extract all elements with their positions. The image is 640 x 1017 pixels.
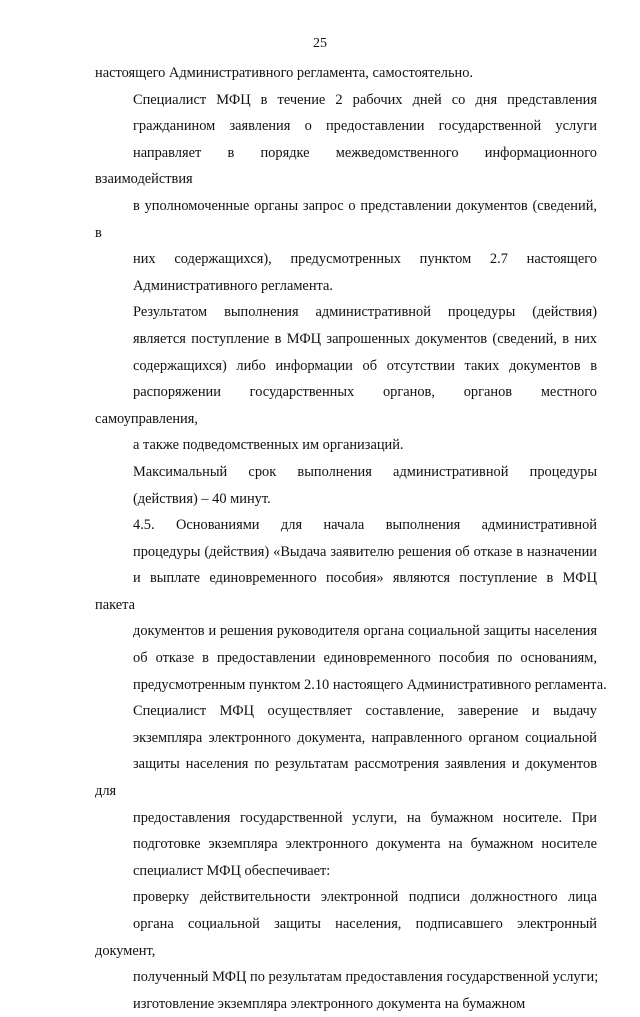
paragraph-p1	[95, 87, 597, 300]
text-line: процедуры (действия) «Выдача заявителю решения об отказе в назначении	[133, 543, 597, 560]
text-line: и выплате единовременного пособия» являются поступление в МФЦ пакета	[95, 570, 597, 613]
document-body	[95, 60, 607, 1017]
text-line: об отказе в предоставлении единовременного пособия по основаниям,	[133, 650, 597, 667]
text-line: Результатом выполнения административной процедуры (действия)	[133, 304, 597, 321]
text-line: полученный МФЦ по результатам предоставления государственной услуги;	[133, 969, 599, 986]
paragraph-p5	[95, 698, 597, 884]
text-line: в уполномоченные органы запрос о представлении документов (сведений, в	[95, 197, 597, 241]
text-line: распоряжении государственных органов, органов местного самоуправления,	[95, 384, 597, 427]
text-line: предоставления государственной услуги, на бумажном носителе. При	[133, 809, 597, 826]
paragraph-p2	[95, 299, 597, 459]
text-line: специалист МФЦ обеспечивает:	[133, 862, 331, 879]
text-line: гражданином заявления о предоставлении государственной услуги	[133, 118, 597, 135]
text-line: является поступление в МФЦ запрошенных документов (сведений, в них	[133, 330, 597, 347]
text-line: документов и решения руководителя органа социальной защиты населения	[133, 623, 597, 640]
text-line: а также подведомственных им организаций.	[133, 437, 404, 454]
text-line: них содержащихся), предусмотренных пунктом 2.7 настоящего	[133, 251, 597, 268]
page-number: 25	[313, 36, 327, 51]
text-line: содержащихся) либо информации об отсутствии таких документов в	[133, 357, 597, 374]
text-line: настоящего Административного регламента, самостоятельно.	[95, 65, 474, 81]
text-line: Специалист МФЦ в течение 2 рабочих дней со дня представления	[133, 91, 597, 108]
text-line: 4.5. Основаниями для начала выполнения административной	[133, 517, 597, 534]
paragraph-p6	[95, 884, 597, 990]
text-line: Административного регламента.	[133, 277, 333, 294]
text-line: подготовке экземпляра электронного документа на бумажном носителе	[133, 836, 597, 853]
text-line: Максимальный срок выполнения административной процедуры	[133, 463, 597, 480]
paragraph-p0	[95, 60, 597, 87]
paragraph-p4	[95, 512, 607, 698]
text-line: (действия) – 40 минут.	[133, 490, 271, 507]
paragraph-p3	[95, 459, 597, 512]
text-line: направляет в порядке межведомственного информационного взаимодействия	[95, 144, 597, 188]
text-line: защиты населения по результатам рассмотрения заявления и документов для	[95, 756, 597, 800]
text-line: проверку действительности электронной подписи должностного лица	[133, 889, 597, 906]
text-line: предусмотренным пунктом 2.10 настоящего Административного регламента.	[133, 676, 607, 693]
text-line: органа социальной защиты населения, подписавшего электронный документ,	[95, 916, 597, 959]
text-line: экземпляра электронного документа, направленного органом социальной	[133, 729, 597, 746]
text-line: изготовление экземпляра электронного документа на бумажном	[133, 995, 526, 1012]
text-line: Специалист МФЦ осуществляет составление, заверение и выдачу	[133, 703, 597, 720]
paragraph-p7	[95, 991, 597, 1017]
